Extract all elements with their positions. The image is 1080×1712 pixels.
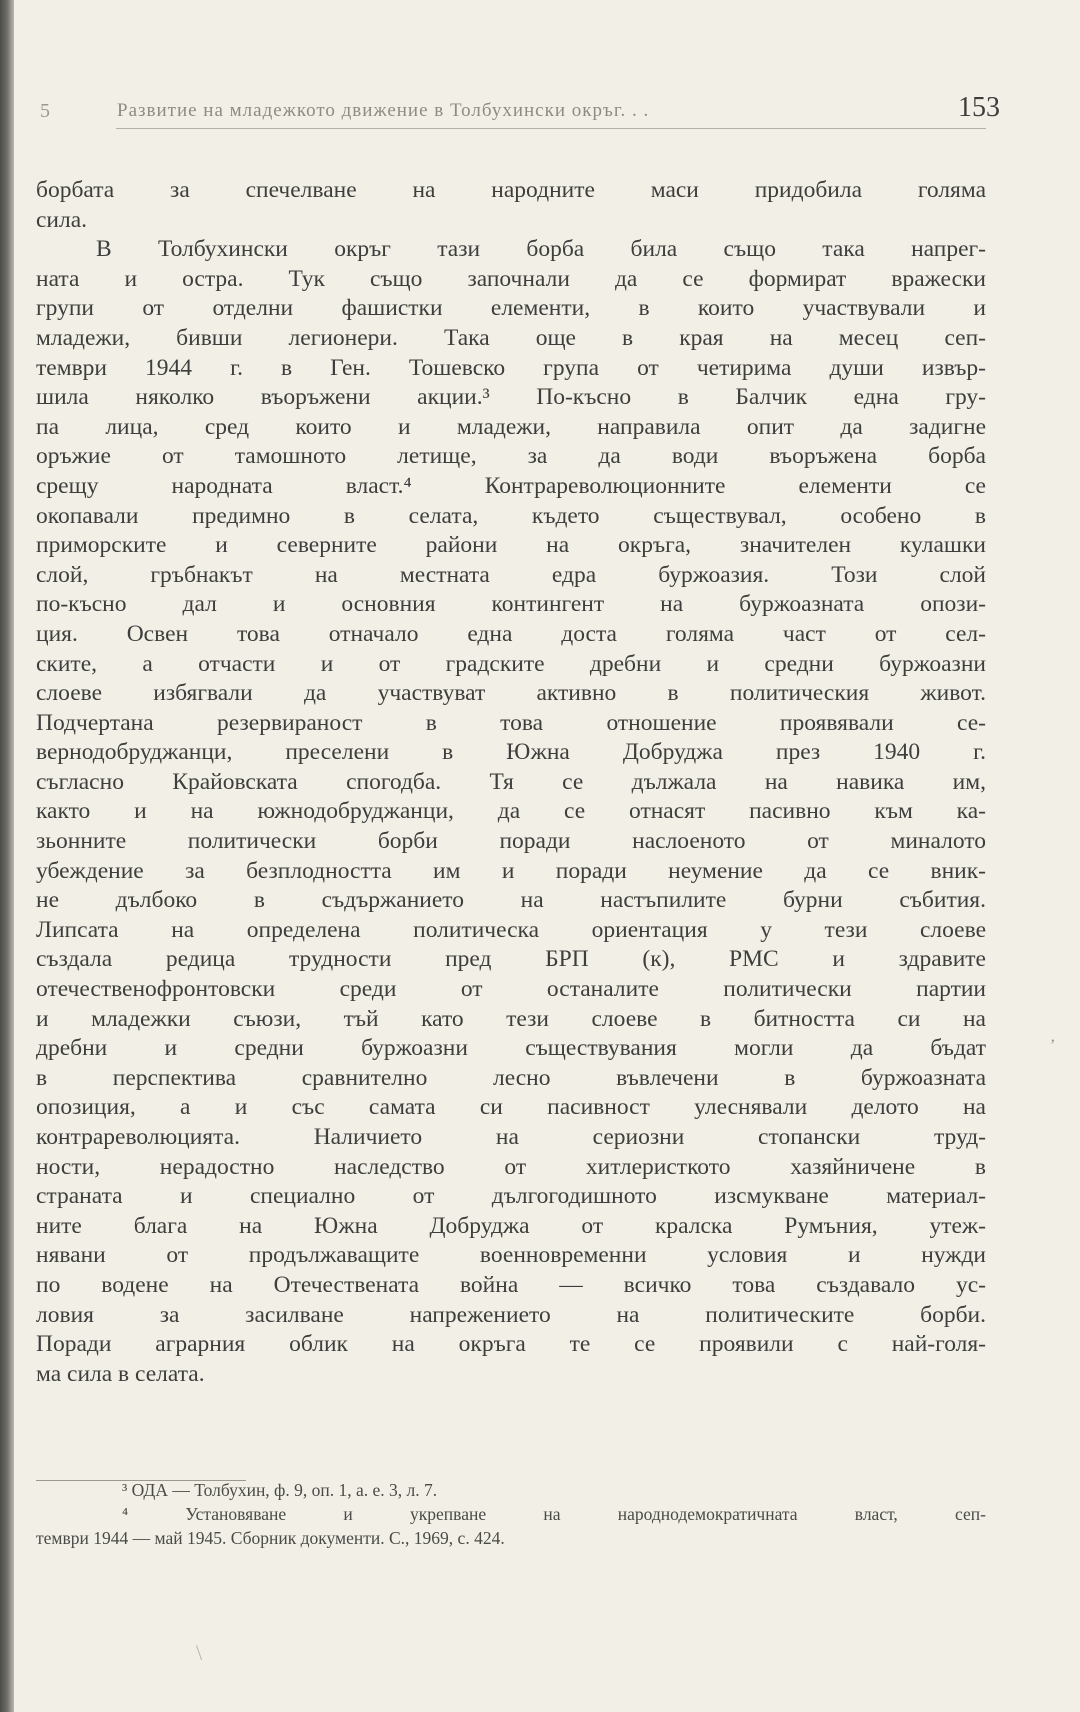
text-line: срещу народната власт.⁴ Контрареволюционните елементи се [36, 472, 986, 499]
text-line: не дълбоко в съдържанието на настъпилите бурни събития. [36, 887, 986, 914]
text-line: борбата за спечелване на народните маси придобила голяма [36, 177, 986, 203]
text-line: ности, нерадостно наследство от хитлеристкото хазяйничене в [36, 1153, 986, 1180]
text-line: отечественофронтовски среди от останалите политически партии [36, 976, 986, 1003]
text-line: страната и специално от дългогодишното изсмукване материал- [36, 1183, 986, 1210]
text-line: па лица, сред които и младежи, направила опит да задигне [36, 413, 986, 440]
header-rule [116, 128, 986, 129]
margin-mark: ‚ [1050, 1028, 1056, 1045]
footnotes [36, 1478, 986, 1550]
page-header [20, 92, 1010, 132]
text-line: контрареволюцията. Наличието на сериозни стопански труд- [36, 1124, 986, 1150]
text-line: Поради аграрния облик на окръга те се проявили с най-голя- [36, 1331, 986, 1358]
text-line: както и на южнодобруджанци, да се отнасят пасивно към ка- [36, 798, 986, 825]
text-line: нявани от продължаващите военновременни условия и нужди [36, 1242, 986, 1269]
text-line: приморските и северните райони на окръга, значителен кулашки [36, 532, 986, 559]
text-line: ната и остра. Тук също започнали да се формират вражески [36, 265, 986, 292]
text-line: вернодобруджанци, преселени в Южна Добруджа през 1940 г. [36, 739, 986, 766]
text-line: по водене на Отечествената война — всичко това създавало ус- [36, 1271, 986, 1298]
text-line: слой, гръбнакът на местната едра буржоазия. Този слой [36, 561, 986, 588]
text-line: ма сила в селата. [36, 1360, 205, 1387]
text-line: Подчертана резервираност в това отношение проявявали се- [36, 709, 986, 736]
running-title: Развитие на младежкото движение в Толбухински окръг. . . [117, 100, 650, 121]
text-line: убеждение за безплодността им и поради неумение да се вник- [36, 857, 986, 884]
text-line: младежи, бивши легионери. Така още в края на месец сеп- [36, 324, 986, 351]
text-line: тември 1944 г. в Ген. Тошевско група от четирима души извър- [36, 354, 986, 381]
header-mark: 5 [40, 100, 50, 122]
text-line: създала редица трудности пред БРП (к), РМС и здравите [36, 946, 986, 973]
text-line: и младежки съюзи, тъй като тези слоеве в битността си на [36, 1005, 986, 1032]
text-line: зьонните политически борби поради наслоеното от миналото [36, 828, 986, 855]
footnote-line: ³ ОДА — Толбухин, ф. 9, оп. 1, а. е. 3, л. 7. [122, 1480, 438, 1500]
text-line: ция. Освен това отначало една доста голяма част от сел- [36, 620, 986, 647]
footnote-line: тември 1944 — май 1945. Сборник документи. С., 1969, с. 424. [36, 1528, 505, 1548]
text-line: шила няколко въоръжени акции.³ По-късно в Балчик една гру- [36, 384, 986, 411]
text-line: ловия за засилване напрежението на политическите борби. [36, 1301, 986, 1328]
text-line: съгласно Крайовската спогодба. Тя се дължала на навика им, [36, 768, 986, 795]
text-line: Липсата на определена политическа ориентация у тези слоеве [36, 916, 986, 943]
page-number: 153 [958, 92, 1000, 123]
text-line: окопавали предимно в селата, където съществувал, особено в [36, 502, 986, 529]
text-line: ните блага на Южна Добруджа от кралска Румъния, утеж- [36, 1212, 986, 1239]
bottom-mark: \ [196, 1640, 203, 1665]
text-line: групи от отделни фашистки елементи, в които участвували и [36, 295, 986, 322]
body-text [36, 176, 986, 1389]
text-line: оръжие от тамошното летище, за да води въоръжена борба [36, 443, 986, 470]
text-line: дребни и средни буржоазни съществувания могли да бъдат [36, 1035, 986, 1062]
text-line: в перспектива сравнително лесно въвлечени в буржоазната [36, 1064, 986, 1091]
text-line: опозиция, а и със самата си пасивност улеснявали делото на [36, 1094, 986, 1121]
text-line: В Толбухински окръг тази борба била също така напрег- [96, 236, 986, 263]
text-line: по-късно дал и основния контингент на буржоазната опози- [36, 591, 986, 618]
text-line: слоеве избягвали да участвуват активно в политическия живот. [36, 680, 986, 707]
text-line: ските, а отчасти и от градските дребни и средни буржоазни [36, 650, 986, 677]
footnote-line: ⁴ Установяване и укрепване на народнодемократичната власт, сеп- [122, 1504, 986, 1524]
book-spine-shadow [0, 0, 14, 1712]
text-line: сила. [36, 206, 88, 233]
